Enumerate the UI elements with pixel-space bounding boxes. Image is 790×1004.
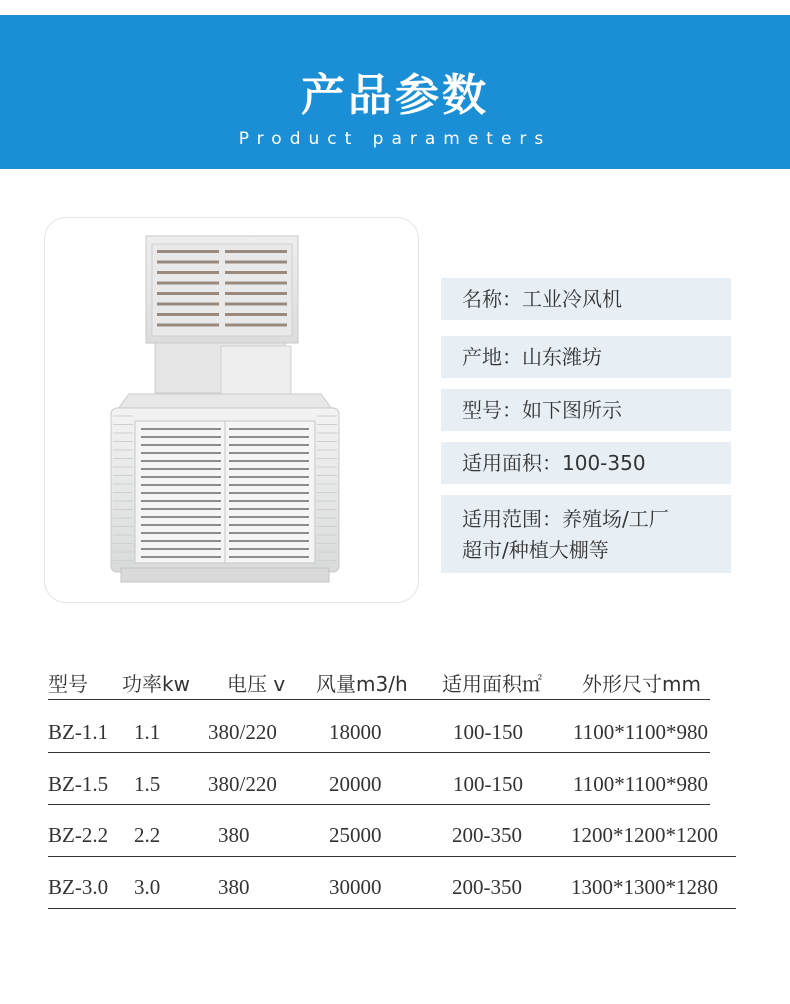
table-header-power: 功率kw <box>122 672 190 696</box>
air-cooler-product-photo <box>45 218 420 604</box>
info-item-area <box>441 442 731 484</box>
table-cell: 18000 <box>329 720 382 744</box>
table-cell: 30000 <box>329 875 382 899</box>
table-cell: 3.0 <box>134 875 161 899</box>
info-item-name <box>441 278 731 320</box>
info-label: 型号： <box>462 398 522 422</box>
table-cell: 100-150 <box>453 720 523 744</box>
info-value: 山东潍坊 <box>522 345 602 369</box>
product-image-card <box>44 217 419 603</box>
table-cell: 1300*1300*1280 <box>571 875 718 899</box>
table-cell: 2.2 <box>134 823 161 847</box>
table-cell: 380 <box>218 875 250 899</box>
info-item-scope <box>441 495 731 573</box>
table-cell: 200-350 <box>452 823 522 847</box>
row-rule <box>48 856 736 857</box>
table-cell: 1.5 <box>134 772 161 796</box>
info-label: 产地： <box>462 345 522 369</box>
table-cell: 200-350 <box>452 875 522 899</box>
table-cell: 1100*1100*980 <box>573 720 708 744</box>
row-rule <box>48 752 710 753</box>
table-header-model: 型号 <box>48 672 88 696</box>
info-value-line2: 超市/种植大棚等 <box>462 538 609 562</box>
info-item-model <box>441 389 731 431</box>
table-cell: 25000 <box>329 823 382 847</box>
table-header-airflow: 风量m3/h <box>316 672 408 696</box>
header-banner <box>0 15 790 169</box>
table-cell: 100-150 <box>453 772 523 796</box>
table-cell: 380 <box>218 823 250 847</box>
info-label: 名称： <box>462 287 522 311</box>
row-rule <box>48 908 736 909</box>
table-cell: 1200*1200*1200 <box>571 823 718 847</box>
info-item-origin <box>441 336 731 378</box>
table-cell: BZ-3.0 <box>48 875 109 899</box>
table-cell: BZ-2.2 <box>48 823 109 847</box>
table-cell: 380/220 <box>208 720 277 744</box>
table-cell: BZ-1.1 <box>48 720 109 744</box>
info-value: 养殖场/工厂 <box>562 507 669 531</box>
table-header-area: 适用面积㎡ <box>442 672 542 696</box>
table-header-dimensions: 外形尺寸mm <box>582 672 701 696</box>
page-title: 产品参数 <box>301 70 489 121</box>
header-rule <box>48 699 710 700</box>
info-label: 适用范围： <box>462 507 562 531</box>
table-header-voltage: 电压 v <box>227 672 286 696</box>
table-cell: 1100*1100*980 <box>573 772 708 796</box>
table-cell: 1.1 <box>134 720 161 744</box>
table-cell: 20000 <box>329 772 382 796</box>
table-cell: BZ-1.5 <box>48 772 109 796</box>
info-label: 适用面积： <box>462 451 562 475</box>
row-rule <box>48 804 710 805</box>
table-cell: 380/220 <box>208 772 277 796</box>
info-value: 工业冷风机 <box>522 287 622 311</box>
page-subtitle: Product parameters <box>238 129 552 149</box>
info-value: 如下图所示 <box>522 398 622 422</box>
info-value: 100-350 <box>562 451 646 475</box>
